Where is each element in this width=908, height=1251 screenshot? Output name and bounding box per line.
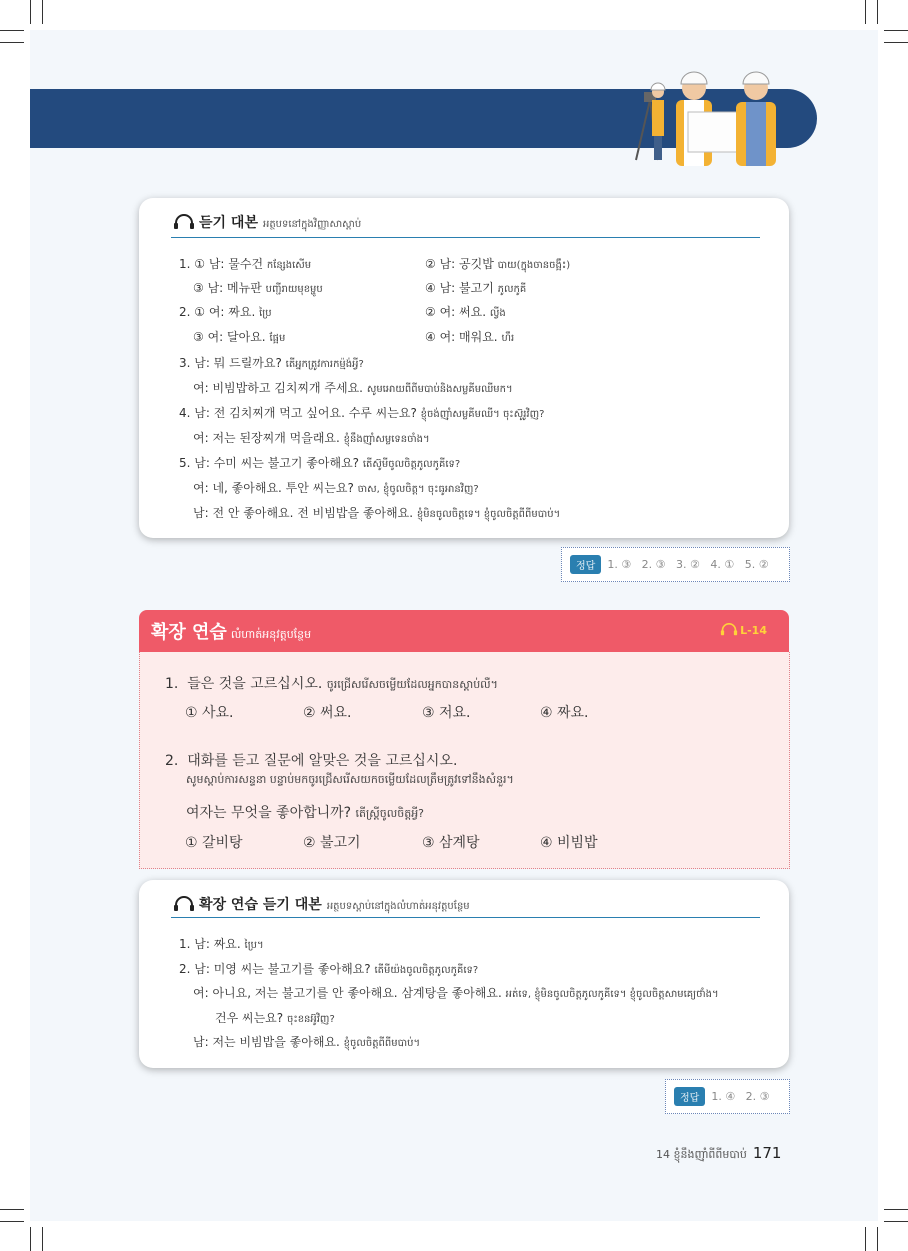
line-text: ③ 남: 메뉴판: [193, 281, 266, 295]
script-line: [179, 404, 544, 422]
card-title: [173, 894, 470, 914]
q1-option[interactable]: ③ 저요.: [422, 705, 471, 721]
line-text: 여: 아니요, 저는 불고기를 안 좋아해요. 삼계탕을 좋아해요.: [193, 986, 506, 1000]
script-line: [179, 255, 311, 273]
line-km: ចាស, ខ្ញុំចូលចិត្ត។ ចុះធូអានវិញ?: [357, 484, 479, 495]
extension-title: [151, 618, 311, 644]
line-text: ② 남: 공깃밥: [425, 257, 498, 271]
line-km: តើមីយ៉ងចូលចិត្តភូលកូគីទេ?: [374, 965, 479, 976]
line-text: 5. 남: 수미 씨는 불고기 좋아해요?: [179, 456, 363, 470]
script-line: [193, 479, 479, 497]
extension-body: [139, 652, 790, 869]
crop-mark: [877, 0, 878, 24]
line-km: ខ្ញុំនឹងញ៉ាំសម្លទេនចាំង។: [343, 434, 430, 445]
line-text: 1. ① 남: 물수건: [179, 257, 267, 271]
script-line-right: [425, 279, 526, 297]
line-km: ភូលកូគី: [497, 284, 527, 295]
card-title: [173, 212, 361, 232]
line-text: 여: 비빔밥하고 김치찌개 주세요.: [193, 381, 367, 395]
line-km: អត់ទេ, ខ្ញុំមិនចូលចិត្តភូលកូគីទេ។ ខ្ញុំចូលចិត្តសាមគ្យេថាំង។: [505, 989, 719, 1000]
crop-mark: [0, 42, 24, 43]
line-km: តើស៊ូមីចូលចិត្តភូលកូគីទេ?: [362, 459, 461, 470]
page-number: 171: [752, 1144, 782, 1162]
script-line: [179, 960, 478, 978]
audio-track[interactable]: [720, 623, 767, 637]
q2-option[interactable]: ① 갈비탕: [185, 835, 243, 851]
question-2-prompt-km: តើស្ត្រីចូលចិត្តអ្វី?: [355, 807, 425, 820]
card-subtitle: អត្ថបទនៅក្នុងវិញ្ញាសាស្ដាប់: [262, 219, 362, 230]
q2-option[interactable]: ③ 삼계탕: [422, 835, 480, 851]
page-footer: [656, 1144, 781, 1164]
line-text: ④ 여: 매워요.: [425, 330, 502, 344]
extension-script-card: [139, 880, 789, 1068]
script-line: [193, 379, 513, 397]
card-title-text: 듣기 대본: [199, 215, 258, 231]
crop-mark: [877, 1227, 878, 1251]
line-km: បាយ(ក្នុងចានចង្អឹះ): [497, 260, 571, 271]
question-2: 2. 대화를 듣고 질문에 알맞은 것을 고르십시오.: [165, 753, 458, 769]
track-label: L-14: [740, 624, 767, 637]
script-line-right: [425, 255, 570, 273]
question-1: [165, 673, 498, 694]
line-km: ល្វីង: [489, 308, 506, 319]
line-km: ប្រៃ: [259, 308, 272, 319]
listening-script-card: [139, 198, 789, 538]
crop-mark: [30, 0, 31, 24]
chapter-label: 14 ខ្ញុំនឹងញ៉ាំពីពីមបាប់: [656, 1148, 747, 1161]
script-line: [179, 303, 272, 321]
crop-mark: [884, 42, 908, 43]
line-km: ខ្ញុំមិនចូលចិត្តទេ។ ខ្ញុំចូលចិត្តពីពីមបាប់។: [416, 509, 561, 520]
q2-option[interactable]: ④ 비빔밥: [540, 835, 598, 851]
script-line: [179, 454, 460, 472]
q1-option[interactable]: ④ 짜요.: [540, 705, 589, 721]
line-km: ប្រៃ។: [244, 940, 264, 951]
line-text: ② 여: 써요.: [425, 305, 490, 319]
crop-mark: [884, 1209, 908, 1210]
script-line: [179, 935, 264, 953]
line-km: ខ្ញុំចូលចិត្តពីពីមបាប់។: [343, 1038, 421, 1049]
answer-text: 1. ④ 2. ③: [711, 1090, 770, 1103]
question-1-km: ចូរជ្រើសរើសចម្លើយដែលអ្នកបានស្ដាប់លឺ។: [326, 678, 498, 691]
question-2-prompt: [186, 802, 424, 823]
extension-subtitle: លំហាត់អនុវត្តបន្ថែម: [230, 628, 312, 641]
crop-mark: [42, 0, 43, 24]
question-1-text: 1. 들은 것을 고르십시오.: [165, 676, 327, 692]
question-2-km: [186, 771, 514, 789]
question-2-prompt-text: 여자는 무엇을 좋아합니까?: [186, 805, 356, 821]
headphones-icon: [173, 214, 195, 230]
line-text: 1. 남: 짜요.: [179, 937, 245, 951]
crop-mark: [884, 1221, 908, 1222]
crop-mark: [884, 30, 908, 31]
script-line: [193, 1033, 420, 1051]
answer-box: [665, 1079, 790, 1114]
script-line: [193, 429, 430, 447]
line-text: 4. 남: 전 김치찌개 먹고 싶어요. 수루 씨는요?: [179, 406, 421, 420]
headphones-icon: [720, 623, 738, 636]
line-text: ③ 여: 달아요.: [193, 330, 270, 344]
script-line: [193, 279, 323, 297]
answer-label: 정답: [570, 555, 601, 574]
line-km: កន្សែងសើម: [266, 260, 312, 271]
line-km: បញ្ជីរាយមុខម្ហូប: [265, 284, 323, 295]
title-rule: [171, 917, 760, 918]
script-line-right: [425, 303, 506, 321]
line-km: ចុះខនអ៊ូវិញ?: [286, 1014, 335, 1025]
crop-mark: [865, 1227, 866, 1251]
line-text: 건우 씨는요?: [215, 1011, 287, 1025]
crop-mark: [0, 1221, 24, 1222]
line-text: 3. 남: 뭐 드릴까요?: [179, 356, 286, 370]
q1-option[interactable]: ② 써요.: [303, 705, 352, 721]
line-text: ④ 남: 불고기: [425, 281, 498, 295]
line-km: សូមអោយពីពីមបាប់និងសម្លគីមឈីមក។: [366, 384, 513, 395]
crop-mark: [0, 1209, 24, 1210]
answer-box: [561, 547, 790, 582]
answer-label: 정답: [674, 1087, 705, 1106]
script-line: [193, 984, 719, 1002]
question-2-km-text: សូមស្តាប់ការសន្ទនា បន្ទាប់មកចូរជ្រើសរើសយកចម្លើយដែលត្រឹមត្រូវទៅនឹងសំនួរ។: [186, 773, 514, 786]
crop-mark: [30, 1227, 31, 1251]
workers-illustration: [628, 60, 788, 170]
extension-header: [139, 610, 789, 652]
line-text: 2. 남: 미영 씨는 불고기를 좋아해요?: [179, 962, 375, 976]
answer-text: 1. ③ 2. ③ 3. ② 4. ① 5. ②: [607, 558, 769, 571]
q2-option[interactable]: ② 불고기: [303, 835, 361, 851]
line-text: 남: 저는 비빔밥을 좋아해요.: [193, 1035, 344, 1049]
line-km: ខ្ញុំចង់ញ៉ាំសម្លគីមឈី។ ចុះស៊ូរូវិញ?: [420, 409, 545, 420]
line-text: 여: 저는 된장찌개 먹을래요.: [193, 431, 344, 445]
script-line: [193, 328, 285, 346]
title-rule: [171, 237, 760, 238]
q1-option[interactable]: ① 사요.: [185, 705, 234, 721]
line-km: តើអ្នកត្រូវការកម្ម៉ង់អ្វី?: [285, 359, 364, 370]
headphones-icon: [173, 896, 195, 912]
line-km: ផ្អែម: [269, 333, 286, 344]
line-km: ហឹរ: [501, 333, 515, 344]
script-line: [179, 354, 364, 372]
card-title-text: 확장 연습 듣기 대본: [199, 897, 322, 913]
crop-mark: [865, 0, 866, 24]
script-line-right: [425, 328, 514, 346]
script-line: [193, 504, 560, 522]
crop-mark: [42, 1227, 43, 1251]
extension-title-text: 확장 연습: [151, 622, 227, 643]
line-text: 2. ① 여: 짜요.: [179, 305, 260, 319]
card-subtitle: អត្ថបទស្ដាប់នៅក្នុងលំហាត់អនុវត្តបន្ថែម: [326, 901, 470, 912]
crop-mark: [0, 30, 24, 31]
line-text: 남: 전 안 좋아해요. 전 비빔밥을 좋아해요.: [193, 506, 417, 520]
script-line: [215, 1009, 335, 1027]
line-text: 여: 네, 좋아해요. 투안 씨는요?: [193, 481, 358, 495]
